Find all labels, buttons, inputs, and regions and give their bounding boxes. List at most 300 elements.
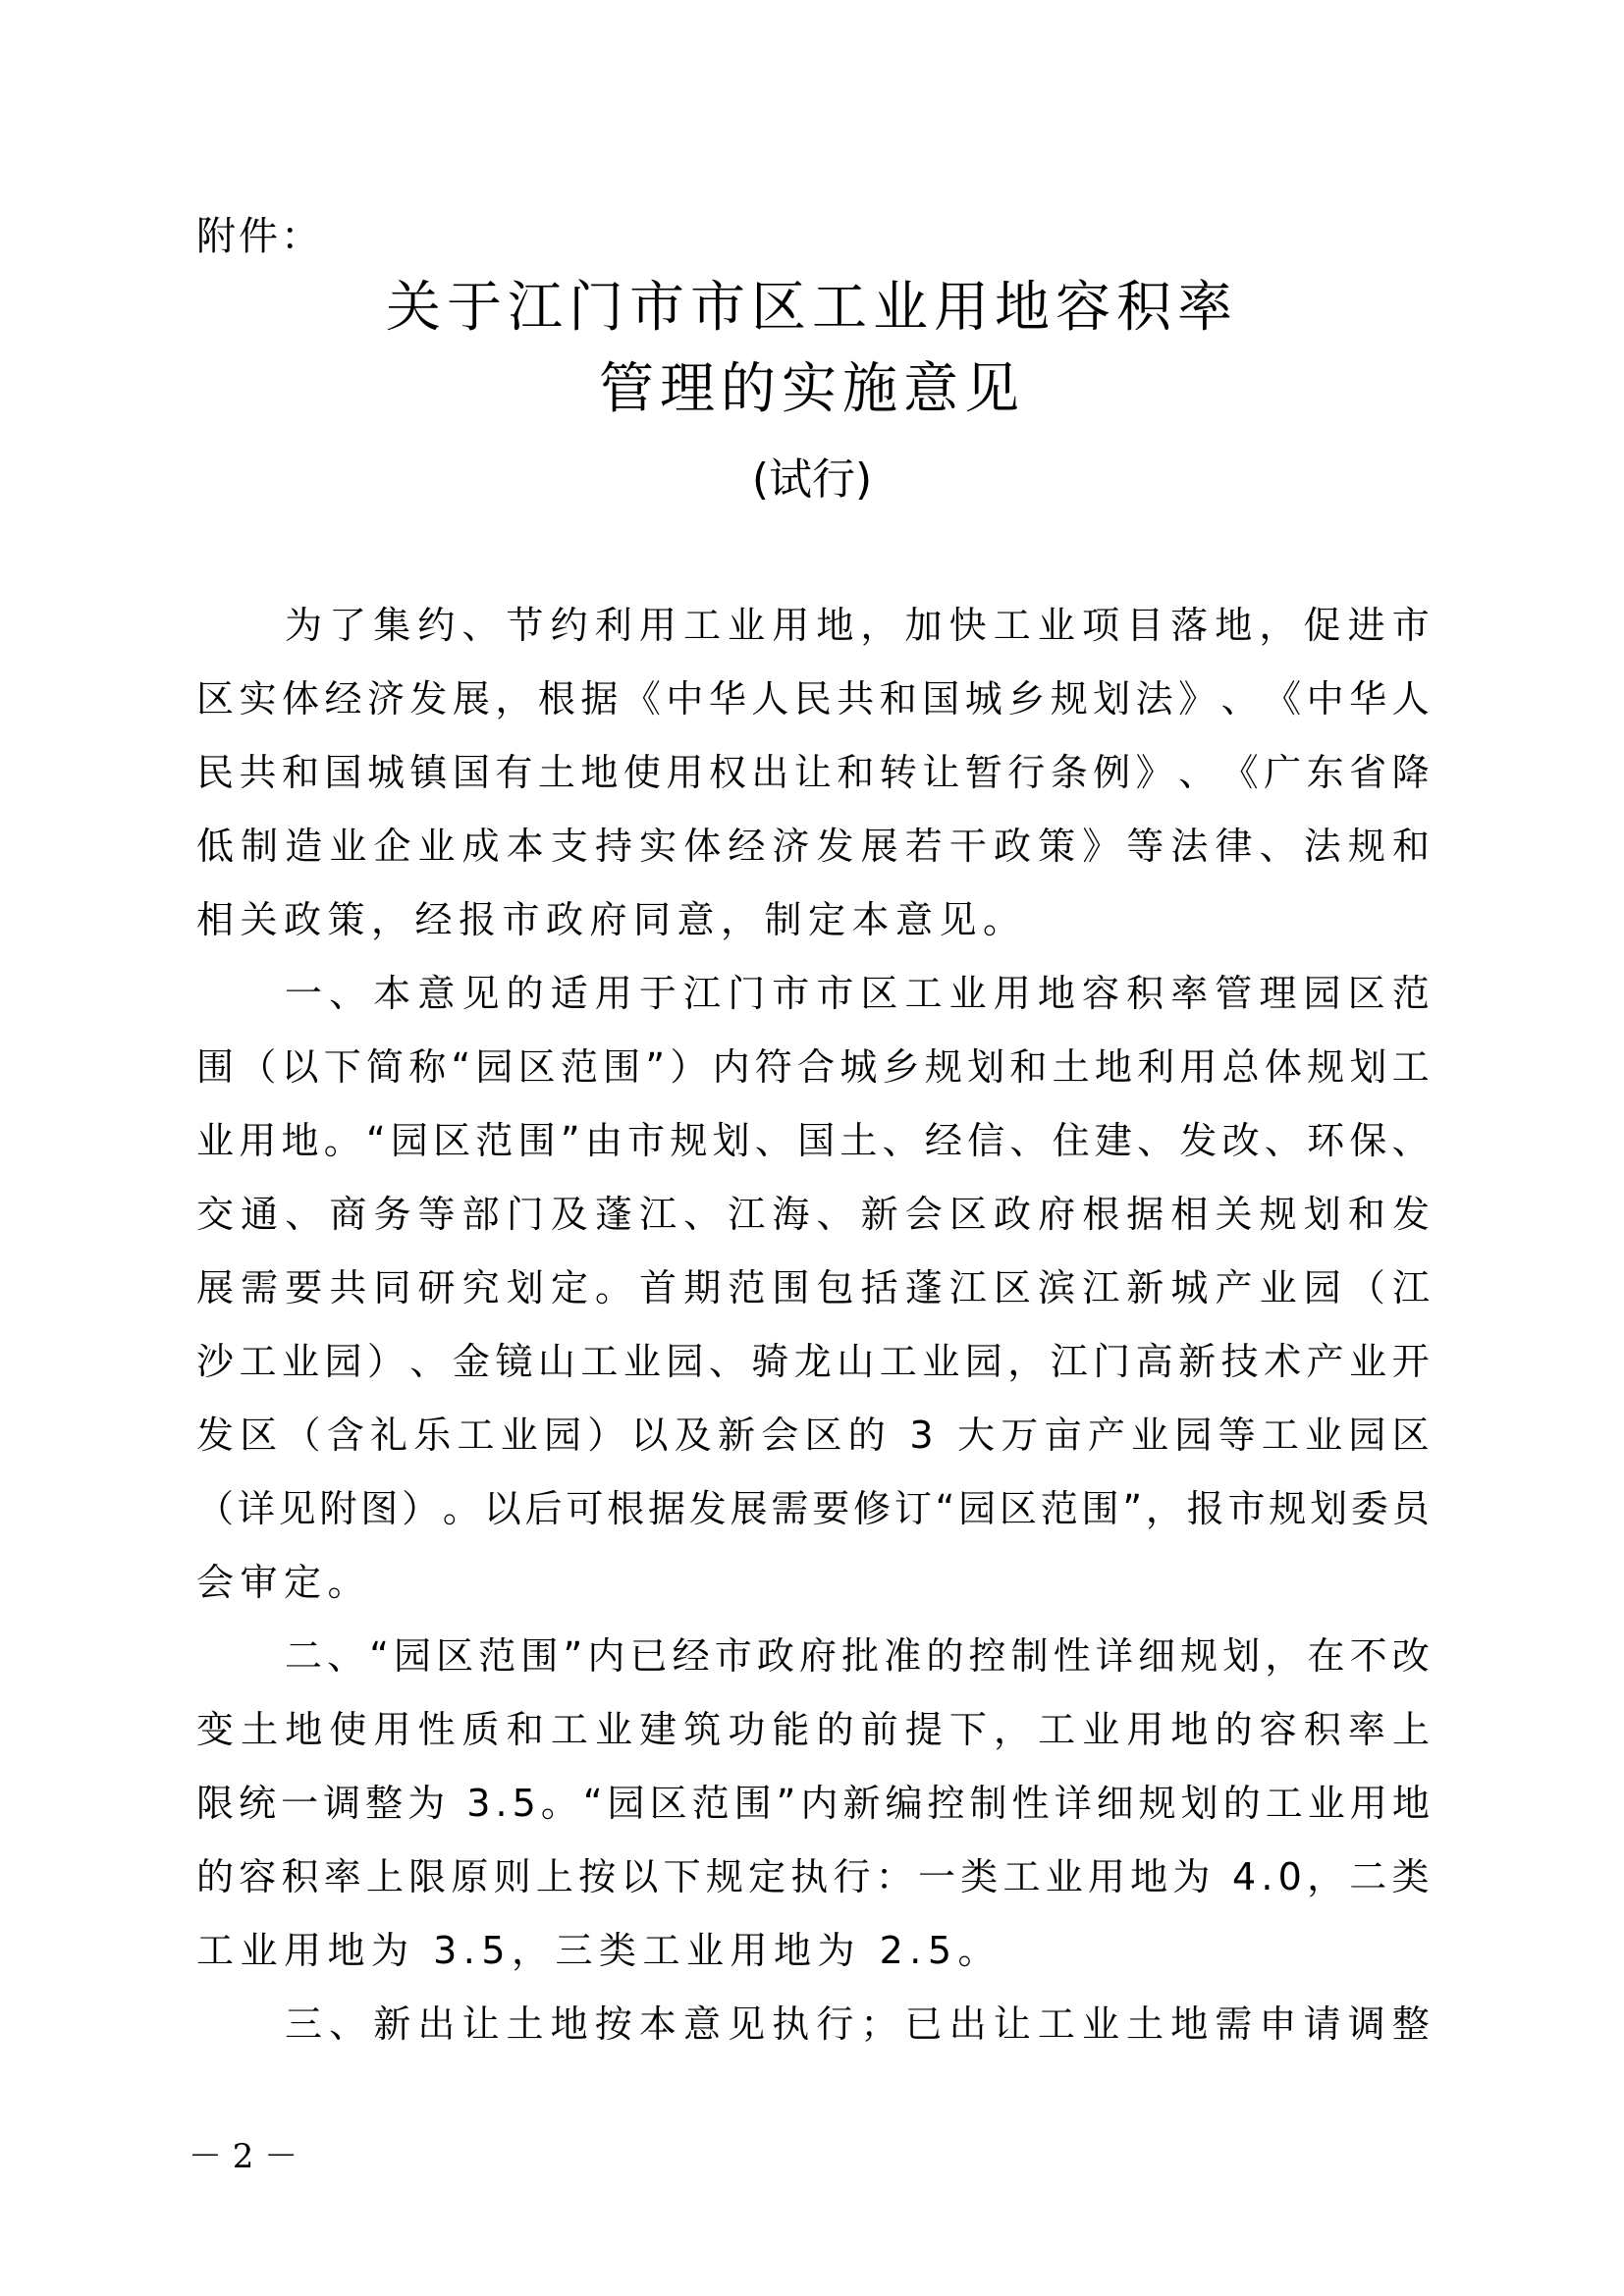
glyph: 促 (1303, 604, 1341, 647)
glyph: 一 (917, 1855, 955, 1898)
glyph: 区 (433, 1119, 471, 1162)
glyph: 性 (1011, 1782, 1050, 1825)
text-line: 相关政策，经报市政府同意，制定本意见。 (196, 898, 1027, 941)
glyph: 业 (948, 972, 987, 1015)
glyph: 二 (1349, 1855, 1387, 1898)
glyph: 体 (683, 825, 722, 868)
glyph: “ (369, 1634, 389, 1678)
glyph: ； (860, 2002, 898, 2046)
glyph: （ (283, 1414, 321, 1457)
glyph: 、 (816, 1193, 854, 1236)
glyph: 滨 (1038, 1266, 1076, 1309)
glyph: 划 (967, 1045, 1005, 1089)
glyph: 会 (761, 1414, 799, 1457)
glyph: 申 (1259, 2002, 1297, 2046)
glyph: 用 (239, 1119, 277, 1162)
glyph: 上 (535, 1855, 573, 1898)
glyph: 范 (691, 1782, 730, 1825)
glyph: 园 (1303, 972, 1341, 1015)
glyph: 以 (281, 1045, 319, 1089)
glyph: 发 (409, 677, 448, 721)
glyph: 市 (772, 972, 810, 1015)
glyph: 区 (240, 1414, 278, 1457)
glyph: ： (875, 1855, 913, 1898)
glyph: 国 (797, 1119, 836, 1162)
text-line (196, 663, 1430, 736)
glyph: 《 (1220, 751, 1259, 794)
glyph: 项 (1081, 604, 1119, 647)
glyph: 江 (1391, 1266, 1430, 1309)
glyph: 土 (506, 2002, 544, 2046)
glyph: 府 (798, 1634, 837, 1678)
glyph: “ (451, 1045, 471, 1089)
glyph: ” (1122, 1487, 1143, 1530)
glyph: 报 (1186, 1487, 1224, 1530)
glyph: 业 (1349, 1340, 1387, 1383)
glyph: 园 (666, 1340, 704, 1383)
glyph: 请 (1303, 2002, 1341, 2046)
glyph: 调 (1347, 2002, 1385, 2046)
glyph: 地 (1037, 972, 1075, 1015)
glyph: 龙 (793, 1340, 832, 1383)
glyph: 地 (285, 1708, 323, 1751)
glyph: 地 (1215, 604, 1253, 647)
glyph: ” (560, 1119, 580, 1162)
glyph: 要 (285, 1266, 323, 1309)
glyph: 工 (1038, 1708, 1076, 1751)
glyph: 编 (885, 1782, 923, 1825)
text-line (196, 1693, 1430, 1767)
glyph (1216, 1841, 1227, 1914)
attachment-label: 附件： (196, 214, 323, 259)
glyph: 大 (957, 1414, 996, 1457)
glyph: 内 (587, 1634, 625, 1678)
glyph: 改 (1221, 1119, 1260, 1162)
glyph: 权 (708, 751, 746, 794)
glyph: 于 (638, 972, 677, 1015)
glyph: . (1261, 1855, 1273, 1898)
glyph: 括 (860, 1266, 898, 1309)
glyph: 划 (1303, 1193, 1341, 1236)
glyph: 地 (816, 604, 854, 647)
glyph: 海 (772, 1193, 810, 1236)
glyph: ， (495, 677, 533, 721)
glyph: 中 (666, 677, 704, 721)
glyph: 例 (1093, 751, 1131, 794)
glyph: 内 (712, 1045, 750, 1089)
glyph: 工 (993, 604, 1031, 647)
glyph: 业 (728, 604, 766, 647)
glyph: 目 (1126, 604, 1164, 647)
glyph: 类 (960, 1855, 999, 1898)
glyph: 规 (1050, 677, 1088, 721)
glyph: ） (670, 1045, 708, 1089)
glyph: 为 (285, 604, 323, 647)
glyph: 上 (1391, 1708, 1430, 1751)
glyph: 合 (797, 1045, 836, 1089)
glyph: 划 (1222, 1634, 1261, 1678)
glyph: ” (645, 1045, 666, 1089)
glyph: 三 (285, 2002, 323, 2046)
glyph: 园 (544, 1414, 582, 1457)
glyph (940, 1399, 951, 1472)
glyph: 变 (196, 1708, 235, 1751)
glyph: 委 (1350, 1487, 1388, 1530)
glyph: 民 (196, 751, 235, 794)
page-number: － 2 － (189, 2137, 298, 2176)
glyph: 园 (394, 1634, 432, 1678)
glyph: 业 (417, 825, 456, 868)
glyph: 二 (285, 1634, 323, 1678)
glyph: 转 (879, 751, 917, 794)
glyph: 见 (278, 1487, 316, 1530)
glyph: 和 (837, 751, 875, 794)
glyph: 会 (904, 1193, 943, 1236)
glyph: 开 (1391, 1340, 1430, 1383)
glyph: 区 (196, 677, 235, 721)
glyph: 蓬 (904, 1266, 943, 1309)
glyph: 支 (550, 825, 588, 868)
glyph: 率 (323, 1855, 361, 1898)
glyph: 积 (1126, 972, 1164, 1015)
glyph: 经 (924, 1119, 962, 1162)
glyph: 称 (408, 1045, 447, 1089)
glyph: 技 (1220, 1340, 1259, 1383)
glyph: 类 (1391, 1855, 1430, 1898)
glyph: 本 (506, 825, 544, 868)
glyph: 按 (578, 1855, 617, 1898)
glyph: 调 (323, 1782, 361, 1825)
glyph: 业 (329, 825, 367, 868)
glyph: 以 (630, 1414, 669, 1457)
glyph: 新 (860, 1193, 898, 1236)
glyph: 划 (1310, 1487, 1348, 1530)
glyph: 用 (772, 604, 810, 647)
glyph: 工 (1391, 1045, 1430, 1089)
glyph: 一 (285, 972, 323, 1015)
glyph: 律 (1215, 825, 1253, 868)
glyph: 人 (1391, 677, 1430, 721)
glyph: 业 (623, 1340, 661, 1383)
glyph: 符 (754, 1045, 792, 1089)
glyph: 制 (1010, 1634, 1049, 1678)
glyph: 质 (461, 1708, 500, 1751)
glyph: 造 (285, 825, 323, 868)
glyph: 约 (550, 604, 588, 647)
glyph: 乐 (413, 1414, 452, 1457)
glyph: 济 (772, 825, 810, 868)
glyph: 划 (506, 1266, 544, 1309)
glyph: 区 (999, 1487, 1037, 1530)
glyph: 业 (1131, 1414, 1169, 1457)
glyph: 和 (506, 1708, 544, 1751)
glyph: 根 (1082, 1193, 1120, 1236)
glyph: 园 (1303, 1266, 1341, 1309)
glyph: 据 (1126, 1193, 1164, 1236)
glyph: 共 (329, 1266, 367, 1309)
glyph: 工 (550, 1708, 588, 1751)
glyph: ， (1259, 604, 1297, 647)
glyph: 业 (1259, 1266, 1297, 1309)
glyph: 广 (1264, 751, 1302, 794)
glyph (450, 1767, 461, 1841)
glyph: 成 (461, 825, 500, 868)
glyph: 产 (1306, 1340, 1344, 1383)
glyph: 性 (1053, 1634, 1091, 1678)
glyph: 若 (904, 825, 943, 868)
glyph: 、 (461, 604, 500, 647)
glyph: 》 (1178, 677, 1217, 721)
document-title-line-2: 管理的实施意见 (599, 357, 1025, 421)
glyph: 城 (839, 1045, 878, 1089)
glyph: 规 (1269, 1487, 1307, 1530)
glyph: 地 (550, 2002, 588, 2046)
glyph: 用 (1126, 1708, 1164, 1751)
glyph: 礼 (370, 1414, 408, 1457)
glyph: 定 (550, 1266, 588, 1309)
glyph: 地 (1094, 1045, 1132, 1089)
glyph: 降 (1391, 751, 1430, 794)
glyph: 省 (1349, 751, 1387, 794)
glyph: 土 (1126, 2002, 1164, 2046)
glyph: 详 (1054, 1782, 1092, 1825)
glyph: 划 (712, 1119, 750, 1162)
glyph: 按 (594, 2002, 632, 2046)
glyph: 改 (1391, 1634, 1430, 1678)
glyph: 业 (1307, 1782, 1345, 1825)
glyph: ） (587, 1414, 625, 1457)
glyph: 》 (1135, 751, 1173, 794)
glyph: 5 (512, 1782, 536, 1825)
glyph: 实 (239, 677, 277, 721)
glyph: 建 (639, 1708, 677, 1751)
glyph: 等 (1126, 825, 1164, 868)
glyph: 限 (196, 1782, 235, 1825)
glyph: 细 (1137, 1634, 1175, 1678)
glyph: 及 (674, 1414, 712, 1457)
glyph: 骑 (751, 1340, 789, 1383)
glyph: ， (860, 604, 898, 647)
glyph: （ (196, 1487, 235, 1530)
glyph: 国 (324, 751, 362, 794)
glyph: 详 (237, 1487, 275, 1530)
glyph: 期 (683, 1266, 722, 1309)
glyph: 等 (1218, 1414, 1256, 1457)
glyph: 、 (1264, 1119, 1302, 1162)
glyph: 建 (1094, 1119, 1132, 1162)
glyph: 准 (884, 1634, 922, 1678)
glyph: 工 (879, 1340, 917, 1383)
glyph: 积 (1303, 1708, 1341, 1751)
glyph: 土 (1052, 1045, 1090, 1089)
glyph: 筑 (683, 1708, 722, 1751)
glyph: 、 (327, 1634, 365, 1678)
glyph: 出 (417, 2002, 456, 2046)
glyph: 规 (670, 1119, 708, 1162)
glyph: 原 (451, 1855, 489, 1898)
glyph: 保 (1349, 1119, 1387, 1162)
glyph: 节 (506, 604, 544, 647)
glyph: 容 (1259, 1708, 1297, 1751)
glyph: 镇 (409, 751, 448, 794)
glyph: 围 (772, 1266, 810, 1309)
glyph: 区 (804, 1414, 842, 1457)
glyph: 规 (705, 1855, 743, 1898)
text-line (196, 1988, 1430, 2061)
glyph: 区 (993, 1266, 1031, 1309)
glyph: 根 (537, 677, 575, 721)
glyph: 地 (1170, 2002, 1209, 2046)
glyph: 出 (751, 751, 789, 794)
glyph: 低 (196, 825, 235, 868)
glyph: 在 (1307, 1634, 1345, 1678)
glyph: 地 (1130, 1855, 1168, 1898)
glyph: 见 (728, 2002, 766, 2046)
glyph: 需 (1215, 2002, 1253, 2046)
glyph: 功 (728, 1708, 766, 1751)
glyph: 新 (842, 1782, 881, 1825)
glyph: 经 (728, 825, 766, 868)
glyph: 策 (1038, 825, 1076, 868)
glyph: 总 (1221, 1045, 1260, 1089)
text-line (196, 1252, 1430, 1325)
glyph: ， (1265, 1634, 1303, 1678)
glyph: 市 (816, 972, 854, 1015)
glyph: 4 (1231, 1855, 1257, 1898)
glyph: 范 (728, 1266, 766, 1309)
glyph: 围 (733, 1782, 772, 1825)
glyph: 江 (1050, 1340, 1088, 1383)
glyph: 集 (373, 604, 411, 647)
glyph: 展 (452, 677, 490, 721)
glyph: 发 (1179, 1119, 1218, 1162)
glyph: 据 (580, 677, 619, 721)
glyph: 需 (241, 1266, 279, 1309)
glyph: 工 (239, 1340, 277, 1383)
glyph: 工 (1037, 2002, 1075, 2046)
glyph: 、 (754, 1119, 792, 1162)
glyph: 3 (466, 1782, 491, 1825)
glyph: 容 (239, 1855, 277, 1898)
glyph: 含 (326, 1414, 364, 1457)
glyph: 一 (281, 1782, 319, 1825)
glyph: 快 (948, 604, 987, 647)
glyph: 让 (461, 2002, 500, 2046)
glyph: 发 (816, 825, 854, 868)
glyph: 部 (461, 1193, 500, 1236)
glyph: 定 (748, 1855, 786, 1898)
glyph: 产 (1215, 1266, 1253, 1309)
glyph: 加 (904, 604, 943, 647)
glyph: 提 (904, 1708, 943, 1751)
glyph: 行 (816, 2002, 854, 2046)
glyph: 规 (1307, 1045, 1345, 1089)
glyph: 利 (1137, 1045, 1175, 1089)
glyph: 府 (1038, 1193, 1076, 1236)
glyph: 修 (853, 1487, 892, 1530)
glyph: 和 (1347, 1193, 1385, 1236)
glyph: 意 (682, 2002, 721, 2046)
glyph: 展 (196, 1266, 235, 1309)
glyph: 门 (728, 972, 766, 1015)
glyph: 国 (922, 677, 960, 721)
glyph: 据 (647, 1487, 685, 1530)
glyph: 用 (1349, 1782, 1387, 1825)
glyph: 整 (1391, 2002, 1430, 2046)
glyph: 东 (1306, 751, 1344, 794)
glyph: 园 (324, 1340, 362, 1383)
glyph: 业 (1305, 1414, 1343, 1457)
glyph: 发 (196, 1414, 235, 1457)
glyph: 要 (812, 1487, 850, 1530)
glyph: 不 (1349, 1634, 1387, 1678)
glyph: 法 (1135, 677, 1173, 721)
glyph: 图 (360, 1487, 399, 1530)
glyph: 法 (1303, 825, 1341, 868)
glyph: 0 (1277, 1855, 1302, 1898)
glyph: 政 (993, 1193, 1031, 1236)
glyph: 。 (323, 1119, 361, 1162)
glyph: 住 (1052, 1119, 1090, 1162)
glyph: 用 (638, 604, 677, 647)
glyph: 工 (457, 1414, 495, 1457)
text-line (196, 1178, 1430, 1252)
glyph: 范 (1040, 1487, 1078, 1530)
glyph: 华 (1349, 677, 1387, 721)
glyph: 门 (1093, 1340, 1131, 1383)
glyph: 经 (324, 677, 362, 721)
glyph: 落 (1170, 604, 1209, 647)
glyph: 订 (893, 1487, 932, 1530)
text-line (196, 1325, 1430, 1399)
glyph: 用 (993, 972, 1031, 1015)
glyph: 和 (1391, 825, 1430, 868)
glyph: 行 (1007, 751, 1046, 794)
glyph: 区 (517, 1045, 556, 1089)
document-title-line-1: 关于江门市市区工业用地容积率 (386, 276, 1238, 340)
glyph: 了 (329, 604, 367, 647)
glyph: 园 (958, 1487, 997, 1530)
glyph: 的 (506, 972, 544, 1015)
glyph: 相 (1170, 1193, 1209, 1236)
glyph: 的 (926, 1634, 964, 1678)
glyph: 山 (837, 1340, 875, 1383)
glyph: 工 (1265, 1782, 1303, 1825)
glyph: 研 (417, 1266, 456, 1309)
glyph: 园 (1348, 1414, 1386, 1457)
glyph: 地 (1391, 1782, 1430, 1825)
glyph: 区 (860, 972, 898, 1015)
glyph: 可 (566, 1487, 604, 1530)
glyph: 让 (993, 2002, 1031, 2046)
glyph: 术 (1264, 1340, 1302, 1383)
glyph: 市 (627, 1119, 666, 1162)
glyph: 干 (948, 825, 987, 868)
glyph: 工 (1261, 1414, 1299, 1457)
glyph: 、 (329, 2002, 367, 2046)
glyph: 地 (580, 751, 619, 794)
text-line (196, 810, 1430, 883)
glyph: 附 (319, 1487, 357, 1530)
glyph: 行 (833, 1855, 871, 1898)
glyph: 批 (841, 1634, 880, 1678)
glyph: 业 (594, 1708, 632, 1751)
glyph: 企 (373, 825, 411, 868)
glyph: 交 (196, 1193, 235, 1236)
glyph: （ (1347, 1266, 1385, 1309)
glyph: 本 (373, 972, 411, 1015)
text-line: 工业用地为 3.5，三类工业用地为 2.5。 (196, 1929, 1002, 1972)
